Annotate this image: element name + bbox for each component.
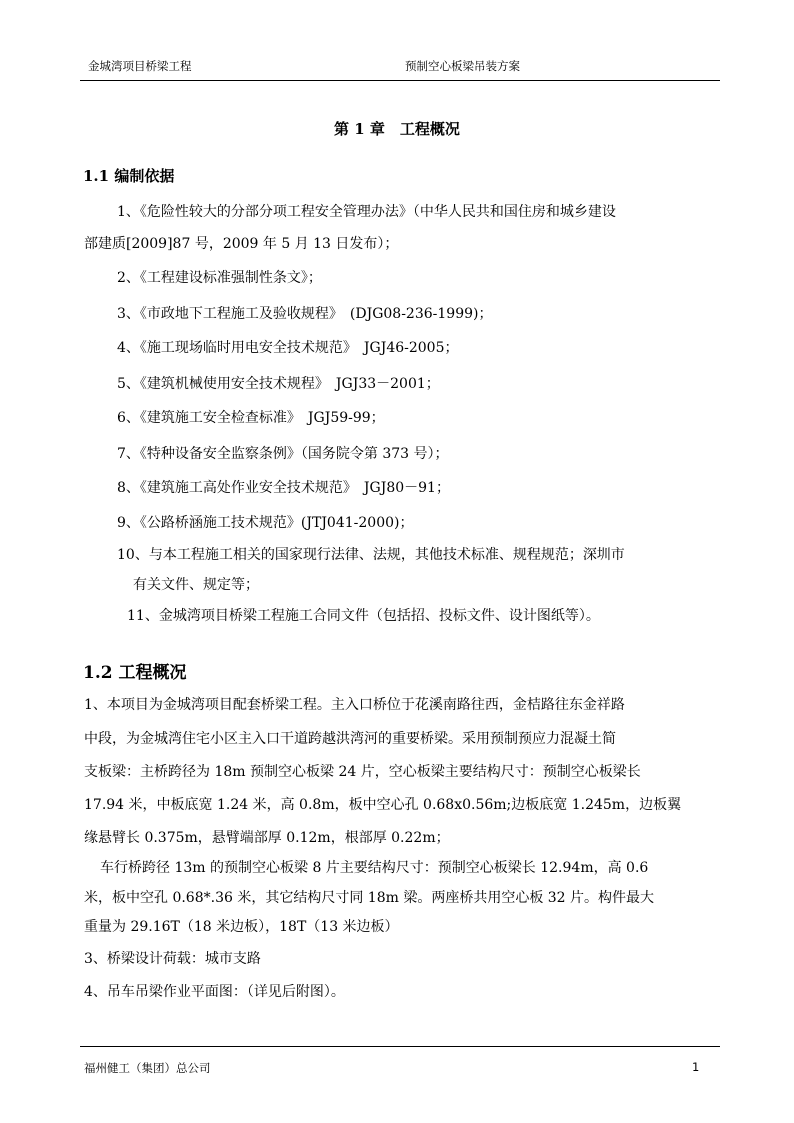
- list-item: 8、《建筑施工高处作业安全技术规范》 JGJ80－91；: [117, 480, 450, 496]
- paragraph-line: 车行桥跨径 13m 的预制空心板梁 8 片主要结构尺寸：预制空心板梁长 12.94m，高 0.6: [100, 860, 649, 876]
- list-item: 10、与本工程施工相关的国家现行法律、法规，其他技术标准、规程规范；深圳市: [117, 547, 625, 563]
- paragraph-line: 米，板中空孔 0.68*.36 米，其它结构尺寸同 18m 梁。两座桥共用空心板 32 片。构件最大: [84, 890, 655, 906]
- paragraph-line: 重量为 29.16T（18 米边板），18T（13 米边板）: [84, 919, 399, 935]
- list-item: 11、金城湾项目桥梁工程施工合同文件（包括招、投标文件、设计图纸等）。: [127, 608, 600, 624]
- list-item: 2、《工程建设标准强制性条文》；: [117, 270, 322, 286]
- footer-company: 福州健工（集团）总公司: [84, 1061, 211, 1075]
- footer-divider: [80, 1046, 720, 1047]
- paragraph-line: 支板梁：主桥跨径为 18m 预制空心板梁 24 片，空心板梁主要结构尺寸：预制空心板梁长: [84, 764, 641, 780]
- list-item: 9、《公路桥涵施工技术规范》(JTJ041-2000)；: [117, 515, 414, 531]
- list-item: 4、吊车吊梁作业平面图：（详见后附图）。: [84, 984, 345, 1000]
- section-heading: 1.1 编制依据: [83, 167, 175, 185]
- paragraph-line: 1、本项目为金城湾项目配套桥梁工程。主入口桥位于花溪南路往西，金桔路往东金祥路: [84, 697, 625, 713]
- paragraph-line: 1、《危险性较大的分部分项工程安全管理办法》（中华人民共和国住房和城乡建设: [117, 204, 616, 220]
- list-item: 4、《施工现场临时用电安全技术规范》 JGJ46-2005；: [117, 340, 459, 356]
- header-right: 预制空心板梁吊装方案: [405, 59, 520, 73]
- paragraph-line: 17.94 米，中板底宽 1.24 米，高 0.8m，板中空心孔 0.68x0.56m;边板底宽 1.245m，边板翼: [84, 797, 682, 813]
- list-item: 3、桥梁设计荷载：城市支路: [84, 951, 261, 967]
- header-divider: [80, 80, 720, 81]
- list-item: 6、《建筑施工安全检查标准》 JGJ59-99；: [117, 410, 385, 426]
- header-left: 金城湾项目桥梁工程: [88, 59, 192, 73]
- section-heading: 1.2 工程概况: [83, 663, 187, 683]
- list-item: 5、《建筑机械使用安全技术规程》 JGJ33－2001；: [117, 376, 440, 392]
- chapter-title: 第 1 章 工程概况: [334, 120, 460, 138]
- paragraph-line: 部建质[2009]87 号，2009 年 5 月 13 日发布）；: [84, 236, 399, 252]
- paragraph-line: 有关文件、规定等；: [133, 577, 259, 593]
- paragraph-line: 中段，为金城湾住宅小区主入口干道跨越洪湾河的重要桥梁。采用预制预应力混凝土简: [84, 731, 616, 747]
- list-item: 7、《特种设备安全监察条例》（国务院令第 373 号）；: [117, 446, 449, 462]
- list-item: 3、《市政地下工程施工及验收规程》 (DJG08-236-1999)；: [117, 306, 493, 322]
- page-number: 1: [692, 1060, 700, 1074]
- paragraph-line: 缘悬臂长 0.375m，悬臂端部厚 0.12m，根部厚 0.22m；: [84, 830, 450, 846]
